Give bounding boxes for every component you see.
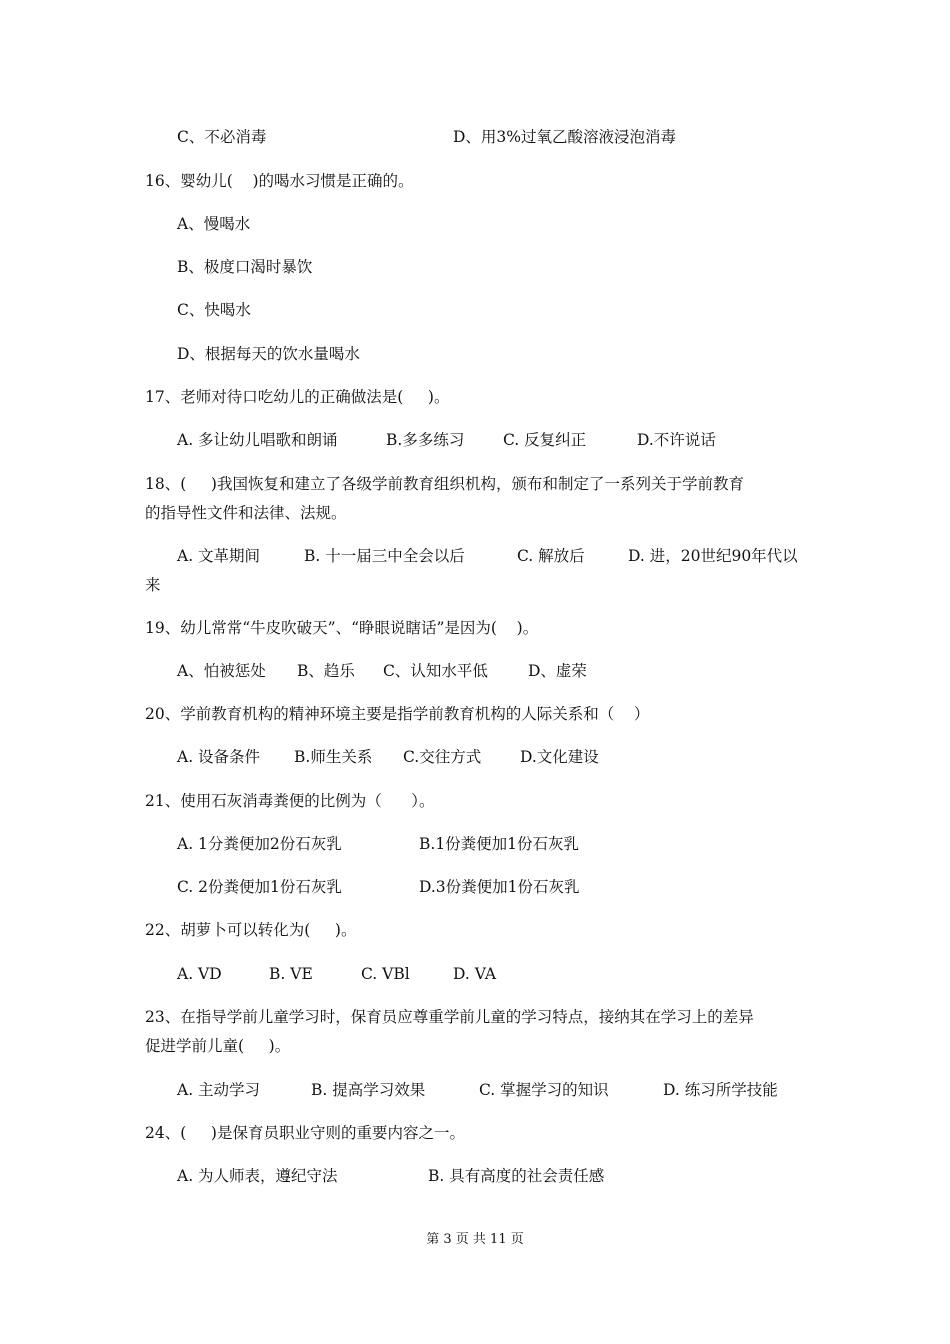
text-line: A. 文革期间 <box>177 547 261 565</box>
text-line: 18、( )我国恢复和建立了各级学前教育组织机构，颁布和制定了一系列关于学前教育 <box>145 475 744 493</box>
text-line: C. 2份粪便加1份石灰乳 <box>177 878 342 896</box>
text-line: A、怕被惩处 <box>177 662 266 680</box>
text-line: C、不必消毒 <box>177 128 267 146</box>
text-line: 促进学前儿童( )。 <box>145 1037 291 1055</box>
text-line: A. VD <box>177 965 222 983</box>
option-text: B. 提高学习效果 <box>311 1081 426 1099</box>
text-line: 16、婴幼儿( )的喝水习惯是正确的。 <box>145 172 414 190</box>
text-line: A. 1分粪便加2份石灰乳 <box>177 835 342 853</box>
option-text: D.不许说话 <box>637 431 716 449</box>
option-text: B.师生关系 <box>294 748 373 766</box>
text-line: 24、( )是保育员职业守则的重要内容之一。 <box>145 1124 465 1142</box>
option-text: B. 十一届三中全会以后 <box>304 547 465 565</box>
text-line: A. 为人师表，遵纪守法 <box>177 1167 338 1185</box>
page-footer: 第 3 页 共 11 页 <box>426 1232 524 1247</box>
text-line: 20、学前教育机构的精神环境主要是指学前教育机构的人际关系和（ ） <box>145 705 650 723</box>
text-line: 的指导性文件和法律、法规。 <box>145 504 347 522</box>
option-text: D.文化建设 <box>520 748 599 766</box>
option-text: D、虚荣 <box>528 662 587 680</box>
text-line: A、慢喝水 <box>177 215 251 233</box>
text-line: C、快喝水 <box>177 301 251 319</box>
option-text: B.1份粪便加1份石灰乳 <box>419 835 580 853</box>
option-text: B、趋乐 <box>297 662 355 680</box>
text-line: A. 多让幼儿唱歌和朗诵 <box>177 431 338 449</box>
option-text: B.多多练习 <box>386 431 465 449</box>
option-text: B. 具有高度的社会责任感 <box>428 1167 605 1185</box>
text-line: A. 主动学习 <box>177 1081 261 1099</box>
text-line: 23、在指导学前儿童学习时，保育员应尊重学前儿童的学习特点，接纳其在学习上的差异 <box>145 1008 754 1026</box>
text-line: A. 设备条件 <box>177 748 261 766</box>
text-line: 19、幼儿常常“牛皮吹破天”、“睁眼说瞎话”是因为( )。 <box>145 619 539 637</box>
option-text: C.交往方式 <box>403 748 482 766</box>
option-text: B. VE <box>269 965 313 983</box>
text-line: 来 <box>145 576 161 594</box>
option-text: C. 掌握学习的知识 <box>479 1081 609 1099</box>
text-line: 21、使用石灰消毒粪便的比例为（ ）。 <box>145 792 435 810</box>
option-text: D. VA <box>453 965 497 983</box>
text-line: B、极度口渴时暴饮 <box>177 258 313 276</box>
option-text: D、用3%过氧乙酸溶液浸泡消毒 <box>453 128 677 146</box>
option-text: C、认知水平低 <box>383 662 488 680</box>
option-text: C. 反复纠正 <box>503 431 587 449</box>
text-line: D、根据每天的饮水量喝水 <box>177 345 360 363</box>
option-text: D. 进，20世纪90年代以 <box>628 547 798 565</box>
option-text: C. 解放后 <box>517 547 585 565</box>
text-line: 17、老师对待口吃幼儿的正确做法是( )。 <box>145 388 450 406</box>
option-text: D. 练习所学技能 <box>663 1081 778 1099</box>
text-line: 22、胡萝卜可以转化为( )。 <box>145 921 357 939</box>
option-text: C. VBl <box>361 965 410 983</box>
option-text: D.3份粪便加1份石灰乳 <box>419 878 580 896</box>
